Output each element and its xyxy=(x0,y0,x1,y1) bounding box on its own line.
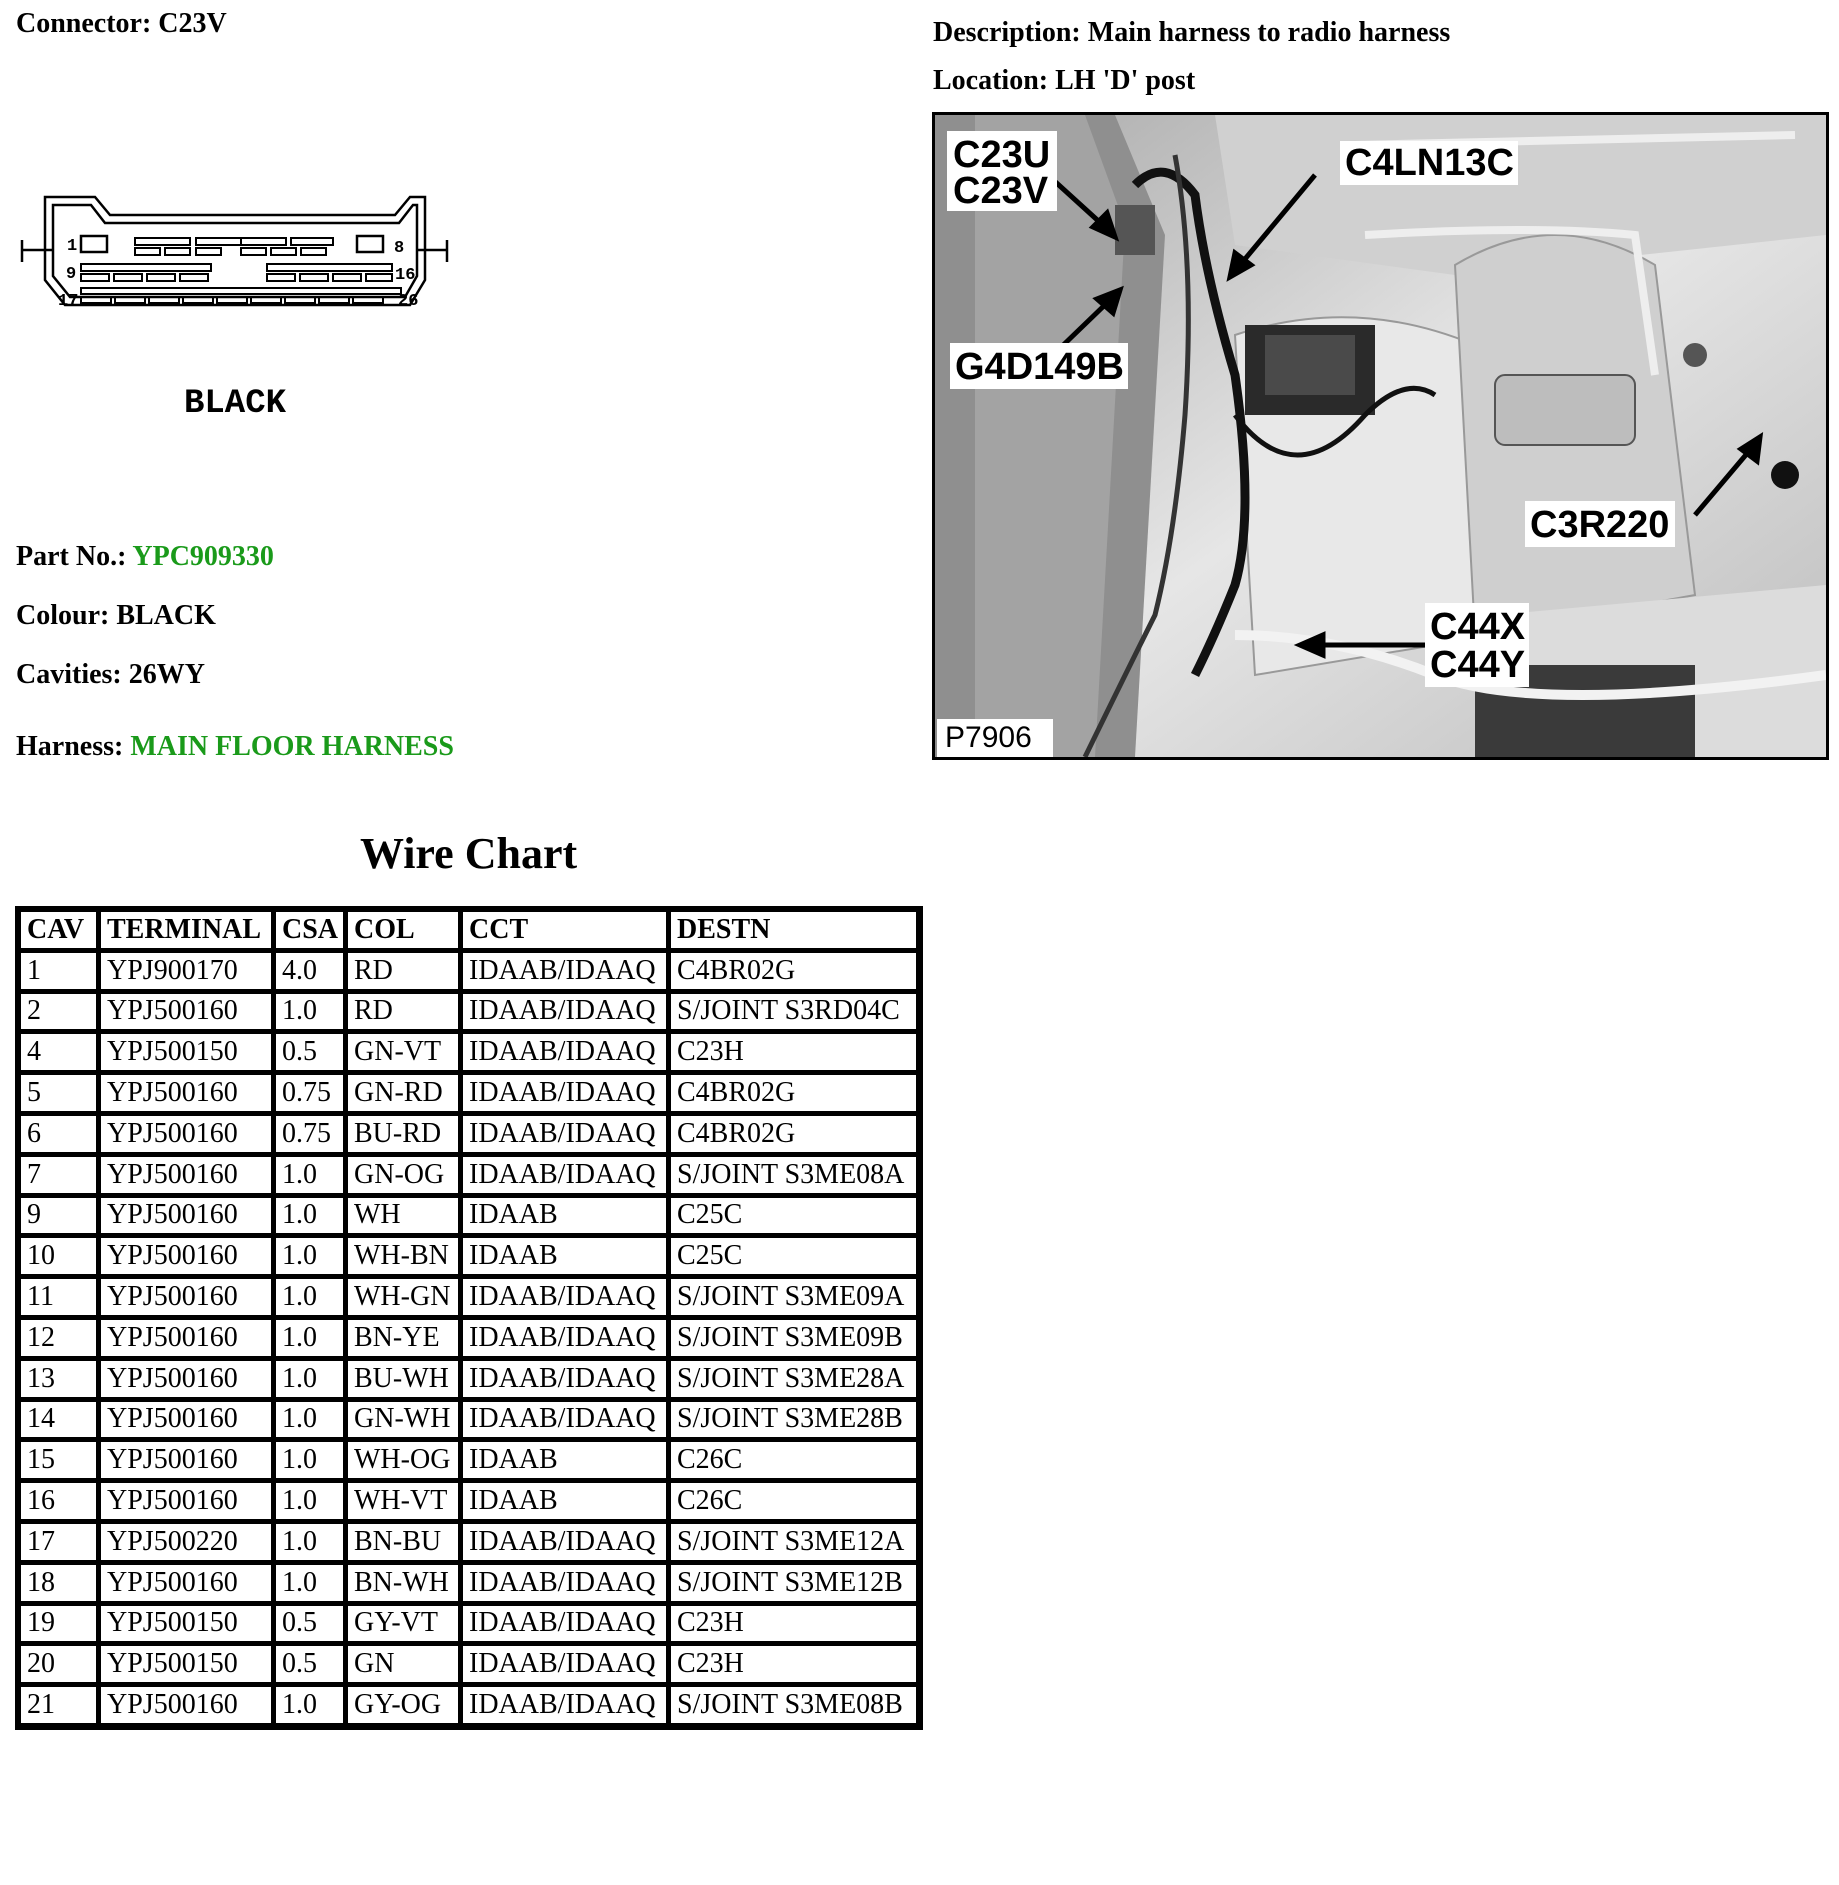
cell-destn: C4BR02G xyxy=(669,951,919,992)
table-row xyxy=(19,1277,919,1318)
cell-col: GN-VT xyxy=(346,1032,461,1073)
cell-csa: 0.5 xyxy=(274,1604,346,1645)
table-row xyxy=(19,1644,919,1685)
table-row xyxy=(19,1359,919,1400)
cell-csa: 1.0 xyxy=(274,1196,346,1237)
cell-terminal: YPJ500160 xyxy=(99,1400,274,1441)
callout-c23u: C23U xyxy=(953,134,1051,176)
colour-value: BLACK xyxy=(116,600,216,631)
part-number-label: Part No.: xyxy=(16,541,127,572)
cell-csa: 1.0 xyxy=(274,992,346,1033)
connector-heading xyxy=(16,10,227,38)
callout-c44x: C44X xyxy=(1430,606,1526,648)
callout-g4d149b: G4D149B xyxy=(955,346,1124,388)
cell-terminal: YPJ500160 xyxy=(99,1114,274,1155)
cell-cct: IDAAB/IDAAQ xyxy=(461,1400,669,1441)
cell-cav: 17 xyxy=(19,1522,99,1563)
location-line xyxy=(933,67,1195,95)
cell-csa: 1.0 xyxy=(274,1277,346,1318)
cell-col: WH-OG xyxy=(346,1440,461,1481)
description-value: Main harness to radio harness xyxy=(1087,17,1451,48)
cell-csa: 1.0 xyxy=(274,1318,346,1359)
column-header-cav: CAV xyxy=(19,910,99,951)
cell-col: GN-RD xyxy=(346,1073,461,1114)
cell-terminal: YPJ500160 xyxy=(99,1277,274,1318)
pin-number-8: 8 xyxy=(394,239,405,258)
cavities-label: Cavities: xyxy=(16,659,122,690)
cell-destn: S/JOINT S3ME12B xyxy=(669,1563,919,1604)
cell-cct: IDAAB xyxy=(461,1196,669,1237)
cell-cav: 13 xyxy=(19,1359,99,1400)
cell-destn: S/JOINT S3RD04C xyxy=(669,992,919,1033)
cell-destn: C23H xyxy=(669,1032,919,1073)
cell-col: GN-OG xyxy=(346,1155,461,1196)
cell-cct: IDAAB/IDAAQ xyxy=(461,1359,669,1400)
cell-col: GY-VT xyxy=(346,1604,461,1645)
cell-col: WH-GN xyxy=(346,1277,461,1318)
cell-cct: IDAAB/IDAAQ xyxy=(461,1073,669,1114)
cell-destn: S/JOINT S3ME08A xyxy=(669,1155,919,1196)
harness-link[interactable]: MAIN FLOOR HARNESS xyxy=(130,731,454,762)
cell-csa: 0.75 xyxy=(274,1114,346,1155)
column-header-cct: CCT xyxy=(461,910,669,951)
cavities-line xyxy=(16,661,205,689)
cell-terminal: YPJ500160 xyxy=(99,1236,274,1277)
pin-number-16: 16 xyxy=(395,266,416,285)
pin-number-1: 1 xyxy=(67,237,78,256)
pin-number-9: 9 xyxy=(66,265,77,284)
cell-csa: 1.0 xyxy=(274,1359,346,1400)
cell-csa: 1.0 xyxy=(274,1522,346,1563)
description-line xyxy=(933,19,1450,47)
table-row xyxy=(19,992,919,1033)
cell-terminal: YPJ500160 xyxy=(99,1481,274,1522)
cell-csa: 1.0 xyxy=(274,1685,346,1726)
column-header-col: COL xyxy=(346,910,461,951)
harness-line xyxy=(16,733,454,761)
cell-csa: 1.0 xyxy=(274,1481,346,1522)
cell-cct: IDAAB/IDAAQ xyxy=(461,1522,669,1563)
cell-col: GY-OG xyxy=(346,1685,461,1726)
cell-cct: IDAAB xyxy=(461,1481,669,1522)
cell-cav: 18 xyxy=(19,1563,99,1604)
cell-cav: 16 xyxy=(19,1481,99,1522)
table-row xyxy=(19,1685,919,1726)
connector-value: C23V xyxy=(158,8,227,39)
cell-cct: IDAAB/IDAAQ xyxy=(461,992,669,1033)
cell-cav: 4 xyxy=(19,1032,99,1073)
cell-col: BU-WH xyxy=(346,1359,461,1400)
cell-col: WH-BN xyxy=(346,1236,461,1277)
cell-destn: C4BR02G xyxy=(669,1114,919,1155)
cell-cav: 6 xyxy=(19,1114,99,1155)
table-row xyxy=(19,1522,919,1563)
column-header-destn: DESTN xyxy=(669,910,919,951)
cell-cct: IDAAB/IDAAQ xyxy=(461,951,669,992)
table-row xyxy=(19,1481,919,1522)
cell-cct: IDAAB/IDAAQ xyxy=(461,1155,669,1196)
cell-csa: 1.0 xyxy=(274,1440,346,1481)
cell-col: WH xyxy=(346,1196,461,1237)
cell-terminal: YPJ500160 xyxy=(99,1685,274,1726)
wire-chart-table xyxy=(15,906,923,1730)
cell-cav: 19 xyxy=(19,1604,99,1645)
cell-cav: 21 xyxy=(19,1685,99,1726)
table-row xyxy=(19,1155,919,1196)
cell-destn: C23H xyxy=(669,1604,919,1645)
cell-csa: 0.5 xyxy=(274,1644,346,1685)
part-number-link[interactable]: YPC909330 xyxy=(132,541,274,572)
cell-col: BN-BU xyxy=(346,1522,461,1563)
harness-label: Harness: xyxy=(16,731,124,762)
callout-c4ln13c: C4LN13C xyxy=(1345,142,1514,184)
connector-label: Connector: xyxy=(16,8,152,39)
table-row xyxy=(19,1318,919,1359)
cell-cav: 1 xyxy=(19,951,99,992)
cell-csa: 0.5 xyxy=(274,1032,346,1073)
cell-terminal: YPJ500160 xyxy=(99,1440,274,1481)
cell-terminal: YPJ900170 xyxy=(99,951,274,992)
cell-cav: 7 xyxy=(19,1155,99,1196)
wire-chart-title: Wire Chart xyxy=(360,829,578,878)
cell-terminal: YPJ500150 xyxy=(99,1604,274,1645)
colour-label: Colour: xyxy=(16,600,110,631)
cell-cav: 14 xyxy=(19,1400,99,1441)
cell-col: GN-WH xyxy=(346,1400,461,1441)
cell-terminal: YPJ500220 xyxy=(99,1522,274,1563)
cell-col: BU-RD xyxy=(346,1114,461,1155)
table-row xyxy=(19,951,919,992)
cell-destn: S/JOINT S3ME12A xyxy=(669,1522,919,1563)
part-number-line xyxy=(16,543,274,571)
description-label: Description: xyxy=(933,17,1081,48)
table-row xyxy=(19,1236,919,1277)
cell-col: RD xyxy=(346,992,461,1033)
column-header-terminal: TERMINAL xyxy=(99,910,274,951)
pin-number-17: 17 xyxy=(58,292,79,311)
cell-destn: C4BR02G xyxy=(669,1073,919,1114)
cell-cct: IDAAB/IDAAQ xyxy=(461,1114,669,1155)
cell-destn: C26C xyxy=(669,1481,919,1522)
cell-cct: IDAAB/IDAAQ xyxy=(461,1318,669,1359)
table-row xyxy=(19,1196,919,1237)
connector-pinout-diagram xyxy=(15,180,455,440)
table-row xyxy=(19,1032,919,1073)
cell-cav: 10 xyxy=(19,1236,99,1277)
table-row xyxy=(19,1114,919,1155)
cell-col: BN-WH xyxy=(346,1563,461,1604)
cell-cct: IDAAB/IDAAQ xyxy=(461,1604,669,1645)
cell-cav: 12 xyxy=(19,1318,99,1359)
cell-cav: 11 xyxy=(19,1277,99,1318)
callout-c44y: C44Y xyxy=(1430,644,1526,686)
cell-terminal: YPJ500160 xyxy=(99,992,274,1033)
cell-csa: 4.0 xyxy=(274,951,346,992)
location-value: LH 'D' post xyxy=(1055,65,1196,96)
cell-terminal: YPJ500160 xyxy=(99,1359,274,1400)
cell-destn: S/JOINT S3ME28A xyxy=(669,1359,919,1400)
table-row xyxy=(19,1563,919,1604)
cell-csa: 1.0 xyxy=(274,1400,346,1441)
cell-cct: IDAAB/IDAAQ xyxy=(461,1685,669,1726)
cell-destn: S/JOINT S3ME28B xyxy=(669,1400,919,1441)
cell-cav: 5 xyxy=(19,1073,99,1114)
cell-terminal: YPJ500160 xyxy=(99,1155,274,1196)
cell-cav: 2 xyxy=(19,992,99,1033)
figure-id: P7906 xyxy=(945,721,1032,754)
cell-terminal: YPJ500150 xyxy=(99,1644,274,1685)
cell-destn: C25C xyxy=(669,1236,919,1277)
cell-cct: IDAAB/IDAAQ xyxy=(461,1644,669,1685)
cell-col: RD xyxy=(346,951,461,992)
table-row xyxy=(19,1400,919,1441)
callout-c3r220: C3R220 xyxy=(1530,504,1670,546)
cell-cav: 9 xyxy=(19,1196,99,1237)
cell-destn: S/JOINT S3ME09B xyxy=(669,1318,919,1359)
table-row xyxy=(19,1073,919,1114)
cell-destn: C23H xyxy=(669,1644,919,1685)
cell-terminal: YPJ500160 xyxy=(99,1563,274,1604)
cell-cct: IDAAB xyxy=(461,1236,669,1277)
pin-number-26: 26 xyxy=(398,292,419,311)
table-row xyxy=(19,1604,919,1645)
cell-cct: IDAAB xyxy=(461,1440,669,1481)
location-photo xyxy=(932,112,1829,760)
cell-col: BN-YE xyxy=(346,1318,461,1359)
cell-cct: IDAAB/IDAAQ xyxy=(461,1277,669,1318)
cell-cav: 20 xyxy=(19,1644,99,1685)
callout-c23v: C23V xyxy=(953,170,1049,212)
cell-cct: IDAAB/IDAAQ xyxy=(461,1563,669,1604)
cell-terminal: YPJ500160 xyxy=(99,1073,274,1114)
location-label: Location: xyxy=(933,65,1049,96)
cell-terminal: YPJ500150 xyxy=(99,1032,274,1073)
table-header-row xyxy=(19,910,919,951)
cell-terminal: YPJ500160 xyxy=(99,1196,274,1237)
cell-destn: C26C xyxy=(669,1440,919,1481)
table-row xyxy=(19,1440,919,1481)
cell-col: WH-VT xyxy=(346,1481,461,1522)
cell-cct: IDAAB/IDAAQ xyxy=(461,1032,669,1073)
cell-csa: 0.75 xyxy=(274,1073,346,1114)
cell-csa: 1.0 xyxy=(274,1563,346,1604)
cell-terminal: YPJ500160 xyxy=(99,1318,274,1359)
colour-line xyxy=(16,602,216,630)
cell-destn: C25C xyxy=(669,1196,919,1237)
cell-csa: 1.0 xyxy=(274,1236,346,1277)
cell-cav: 15 xyxy=(19,1440,99,1481)
cell-csa: 1.0 xyxy=(274,1155,346,1196)
cell-destn: S/JOINT S3ME09A xyxy=(669,1277,919,1318)
column-header-csa: CSA xyxy=(274,910,346,951)
pinout-color-label: BLACK xyxy=(183,385,287,423)
cavities-value: 26WY xyxy=(128,659,205,690)
cell-col: GN xyxy=(346,1644,461,1685)
cell-destn: S/JOINT S3ME08B xyxy=(669,1685,919,1726)
